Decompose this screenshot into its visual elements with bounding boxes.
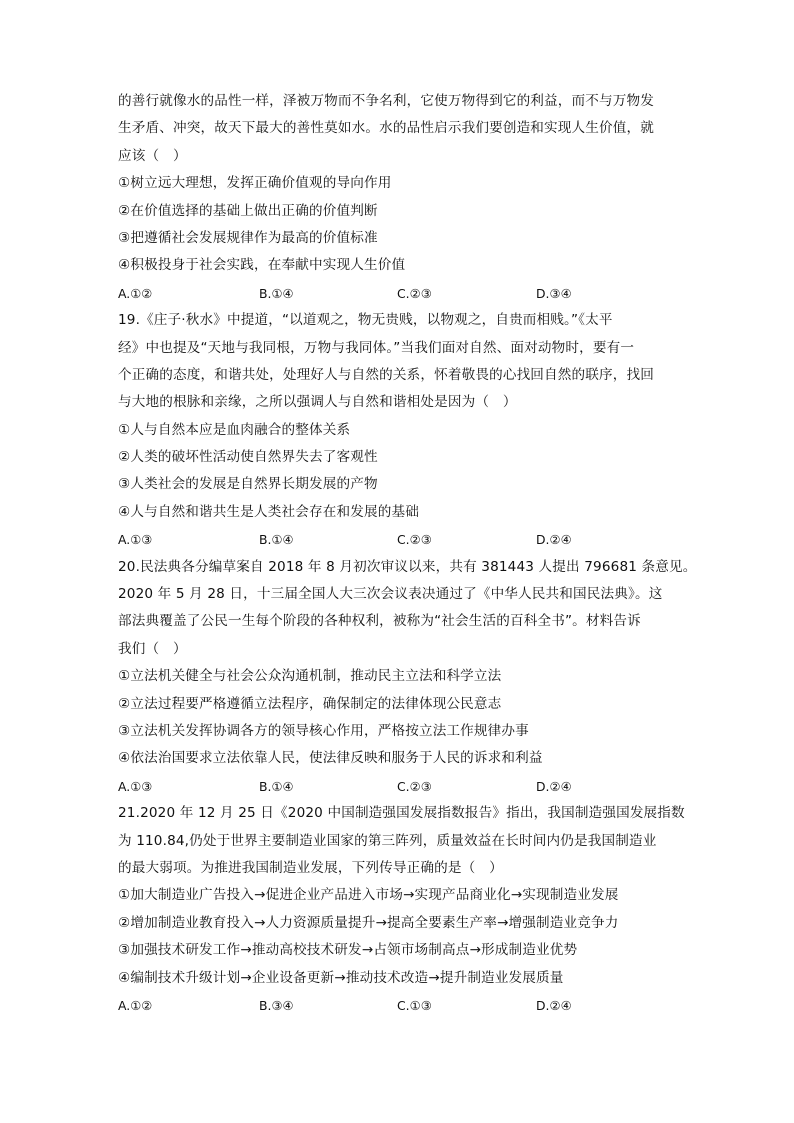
question-18 (118, 88, 678, 307)
question-stem-line: 20.民法典各分编草案自 2018 年 8 月初次审议以来，共有 381443 人提出 796681 条意见。 (118, 558, 697, 575)
statement-option: ②人类的破坏性活动使自然界失去了客观性 (118, 449, 378, 466)
question-stem-line: 应该（ ） (118, 147, 187, 164)
answer-choices (118, 773, 678, 800)
choice-a: A.①③ (118, 778, 153, 794)
choice-d: D.②④ (536, 532, 572, 548)
statement-option: ④积极投身于社会实践，在奉献中实现人生价值 (118, 257, 406, 274)
choice-c: C.②③ (397, 532, 432, 548)
statement-option: ④人与自然和谐共生是人类社会存在和发展的基础 (118, 503, 419, 520)
question-stem-line: 生矛盾、冲突，故天下最大的善性莫如水。水的品性启示我们要创造和实现人生价值，就 (118, 120, 655, 137)
choice-b: B.①④ (259, 285, 294, 301)
question-19 (118, 307, 678, 554)
choice-d: D.③④ (536, 285, 572, 301)
choice-d: D.②④ (536, 997, 572, 1013)
choice-c: C.①③ (397, 997, 432, 1013)
question-21 (118, 800, 685, 1019)
choice-a: A.①③ (118, 532, 153, 548)
statement-option: ①立法机关健全与社会公众沟通机制，推动民主立法和科学立法 (118, 668, 502, 685)
choice-b: B.③④ (259, 997, 294, 1013)
statement-option: ②在价值选择的基础上做出正确的价值判断 (118, 202, 378, 219)
answer-choices (118, 280, 678, 307)
question-stem-line: 21.2020 年 12 月 25 日《2020 中国制造强国发展指数报告》指出，我国制造强国发展指数 (118, 805, 685, 822)
choice-d: D.②④ (536, 778, 572, 794)
answer-choices (118, 526, 678, 553)
statement-option: ①树立远大理想，发挥正确价值观的导向作用 (118, 175, 392, 192)
choice-b: B.①④ (259, 778, 294, 794)
question-stem-line: 的善行就像水的品性一样，泽被万物而不争名利，它使万物得到它的利益，而不与万物发 (118, 93, 655, 109)
choice-a: A.①② (118, 285, 153, 301)
question-20 (118, 554, 697, 801)
question-stem-line: 19.《庄子·秋水》中提道，“以道观之，物无贵贱，以物观之，自贵而相贱。”《太平 (118, 312, 613, 329)
question-stem-line: 经》中也提及“天地与我同根，万物与我同体。”当我们面对自然、面对动物时，要有一 (118, 339, 635, 356)
exam-content (118, 88, 697, 1019)
question-stem-line: 与大地的根脉和亲缘，之所以强调人与自然和谐相处是因为（ ） (118, 394, 517, 411)
question-stem-line: 部法典覆盖了公民一生每个阶段的各种权利，被称为“社会生活的百科全书”。材料告诉 (118, 613, 641, 630)
question-stem-line: 我们（ ） (118, 640, 187, 657)
question-stem-line: 为 110.84,仍处于世界主要制造业国家的第三阵列，质量效益在长时间内仍是我国制造业 (118, 832, 657, 849)
statement-option: ③加强技术研发工作→推动高校技术研发→占领市场制高点→形成制造业优势 (118, 942, 578, 959)
choice-c: C.②③ (397, 285, 432, 301)
statement-option: ③立法机关发挥协调各方的领导核心作用，严格按立法工作规律办事 (118, 722, 529, 739)
statement-option: ①人与自然本应是血肉融合的整体关系 (118, 421, 351, 438)
statement-option: ③把遵循社会发展规律作为最高的价值标准 (118, 229, 378, 246)
statement-option: ①加大制造业广告投入→促进企业产品进入市场→实现产品商业化→实现制造业发展 (118, 887, 619, 904)
question-stem-line: 个正确的态度，和谐共处，处理好人与自然的关系，怀着敬畏的心找回自然的联序，找回 (118, 366, 655, 383)
statement-option: ②增加制造业教育投入→人力资源质量提升→提高全要素生产率→增强制造业竞争力 (118, 914, 619, 931)
statement-option: ③人类社会的发展是自然界长期发展的产物 (118, 476, 378, 493)
question-stem-line: 的最大弱项。为推进我国制造业发展，下列传导正确的是（ ） (118, 859, 503, 876)
choice-a: A.①② (118, 997, 153, 1013)
statement-option: ②立法过程要严格遵循立法程序，确保制定的法律体现公民意志 (118, 695, 502, 712)
choice-c: C.②③ (397, 778, 432, 794)
statement-option: ④依法治国要求立法依靠人民，使法律反映和服务于人民的诉求和利益 (118, 750, 543, 767)
statement-option: ④编制技术升级计划→企业设备更新→推动技术改造→提升制造业发展质量 (118, 969, 564, 986)
question-stem-line: 2020 年 5 月 28 日，十三届全国人大三次会议表决通过了《中华人民共和国民法典》。这 (118, 586, 663, 603)
answer-choices (118, 992, 678, 1019)
choice-b: B.①④ (259, 532, 294, 548)
